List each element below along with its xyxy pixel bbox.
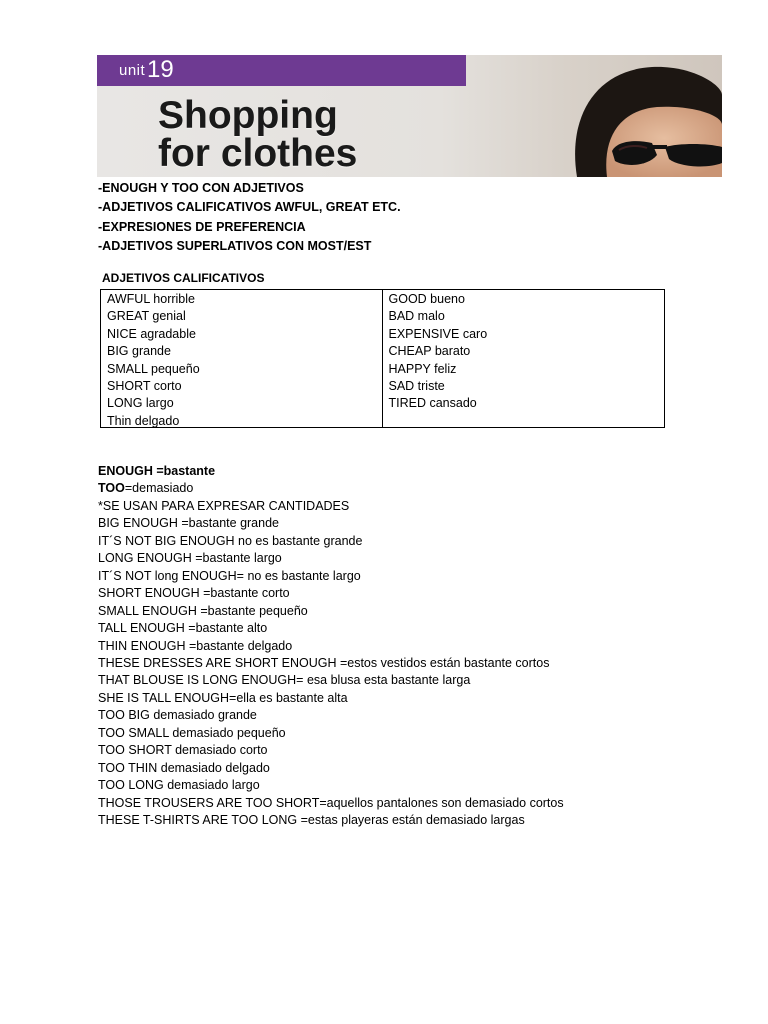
example-line: SHORT ENOUGH =bastante corto — [98, 586, 290, 601]
adjectives-right-column — [383, 290, 665, 427]
unit-label: unit — [119, 62, 146, 79]
example-line: THAT BLOUSE IS LONG ENOUGH= esa blusa esta bastante larga — [98, 673, 471, 688]
adjectives-table — [100, 289, 665, 428]
example-line: SHE IS TALL ENOUGH=ella es bastante alta — [98, 690, 348, 705]
table-title: ADJETIVOS CALIFICATIVOS — [102, 271, 265, 285]
unit-title-line-2: for clothes — [158, 132, 358, 175]
objective-item: -ENOUGH Y TOO CON ADJETIVOS — [98, 181, 304, 195]
example-line: IT´S NOT long ENOUGH= no es bastante largo — [98, 568, 361, 583]
woman-sunglasses-photo — [507, 55, 722, 177]
example-line: TOO LONG demasiado largo — [98, 778, 260, 793]
example-line: LONG ENOUGH =bastante largo — [98, 551, 282, 566]
too-term: TOO — [98, 481, 125, 496]
adjective-entry: SMALL pequeño — [107, 361, 200, 376]
example-line: BIG ENOUGH =bastante grande — [98, 516, 279, 531]
enough-too-section — [98, 463, 564, 830]
unit-banner — [97, 55, 722, 177]
unit-title — [158, 94, 358, 175]
example-line: *SE USAN PARA EXPRESAR CANTIDADES — [98, 498, 350, 513]
unit-objectives — [98, 179, 401, 256]
unit-title-line-1: Shopping — [158, 94, 338, 137]
adjective-entry: AWFUL horrible — [107, 292, 195, 306]
adjective-entry: GOOD bueno — [388, 292, 465, 306]
example-line: TOO SHORT demasiado corto — [98, 743, 268, 758]
too-meaning: =demasiado — [124, 481, 194, 496]
enough-definition: ENOUGH =bastante — [98, 464, 216, 478]
adjective-entry: HAPPY feliz — [388, 361, 457, 376]
example-line: TOO BIG demasiado grande — [98, 708, 257, 723]
example-line: THESE DRESSES ARE SHORT ENOUGH =estos vestidos están bastante cortos — [98, 655, 550, 670]
adjective-entry: Thin delgado — [107, 413, 180, 428]
objective-item: -EXPRESIONES DE PREFERENCIA — [98, 219, 306, 234]
unit-number: 19 — [147, 56, 174, 83]
example-line: TOO THIN demasiado delgado — [98, 760, 270, 775]
adjective-entry: BIG grande — [107, 344, 171, 359]
adjective-entry: GREAT genial — [107, 309, 186, 324]
adjective-entry: TIRED cansado — [388, 396, 477, 411]
adjective-entry: SAD triste — [388, 379, 445, 394]
objective-item: -ADJETIVOS SUPERLATIVOS CON MOST/EST — [98, 238, 372, 253]
objective-item: -ADJETIVOS CALIFICATIVOS AWFUL, GREAT ETC. — [98, 200, 401, 215]
unit-bar — [97, 55, 466, 86]
adjective-entry: LONG largo — [107, 396, 174, 411]
adjective-entry: NICE agradable — [107, 326, 196, 341]
example-line: IT´S NOT BIG ENOUGH no es bastante grande — [98, 533, 363, 548]
too-definition — [98, 480, 564, 497]
example-line: THOSE TROUSERS ARE TOO SHORT=aquellos pantalones son demasiado cortos — [98, 795, 564, 810]
example-line: SMALL ENOUGH =bastante pequeño — [98, 603, 308, 618]
example-line: TALL ENOUGH =bastante alto — [98, 621, 268, 636]
adjectives-left-column — [101, 290, 383, 427]
example-line: THIN ENOUGH =bastante delgado — [98, 638, 293, 653]
adjective-entry: BAD malo — [388, 309, 445, 324]
adjective-entry: SHORT corto — [107, 379, 182, 394]
adjective-entry: EXPENSIVE caro — [388, 326, 488, 341]
example-line: THESE T-SHIRTS ARE TOO LONG =estas playeras están demasiado largas — [98, 813, 525, 828]
adjective-entry: CHEAP barato — [388, 344, 471, 359]
example-line: TOO SMALL demasiado pequeño — [98, 725, 286, 740]
